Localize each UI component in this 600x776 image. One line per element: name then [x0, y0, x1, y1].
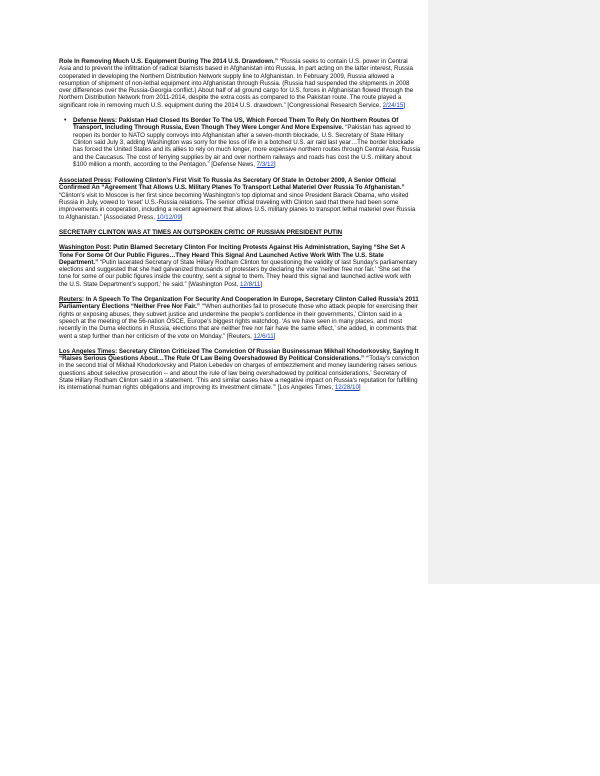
citation-link[interactable]: 2/24/15	[382, 101, 404, 109]
paragraph-washington-post	[59, 244, 421, 288]
paragraph-associated-press	[59, 177, 421, 221]
paragraph-crs	[59, 58, 421, 109]
citation-link[interactable]: 10/12/09	[156, 213, 181, 221]
comment-pane	[428, 0, 600, 584]
citation-link[interactable]: 12/8/11	[240, 280, 261, 288]
paragraph-body: “Putin lacerated Secretary of State Hillary Rodham Clinton for questioning the validity of last Sunday’s parliamentary elections and suggested that she had galvanized thousands of protesters by declaring the vote ‘neither free nor fair.’ ‘She set the tone for some of our public figures inside the country, sent a signal to them. They heard this signal and launched active work with the U.S. State Department’s support,’ he said.” [Washington Post,	[59, 258, 418, 288]
document-body	[59, 58, 421, 400]
citation-tail: ]	[260, 280, 262, 288]
citation-tail: ]	[273, 160, 276, 168]
paragraph-headline: : Pakistan Had Closed Its Border To The US, Which Forced Them To Rely On Northern Routes Of Transport, Including Through Russia, Even Though They Were Longer And More Expensive.	[73, 117, 399, 132]
citation-tail: ]	[180, 213, 183, 221]
paragraph-headline: : In A Speech To The Organization For Security And Cooperation In Europe, Secretary Clinton Called Russia’s 2011 Parliamentary Elections “Neither Free Nor Fair.”	[59, 296, 419, 311]
citation-link[interactable]: 12/28/10	[334, 384, 359, 392]
source-name: Washington Post	[59, 244, 110, 252]
paragraph-body: “Russia seeks to contain U.S. power in Central Asia and to prevent the infiltration of radical Islamists based in Afghanistan into Russia. In part acting on the latter interest, Russia cooperated in developing the Northern Distribution Network supply line to Afghanistan. In February 2009, Russia allowed a resumption of shipment of non-lethal equipment into Afghanistan through Russia. (Russia had suspended the shipments in 2008 over differences over the Russia-Georgia conflict.) About half of all ground cargo for U.S. forces in Afghanistan flowed through the Northern Distribution Network from 2011-2014, despite the extra costs as compared to the Pakistan route. The route played a significant role in removing much U.S. equipment during the 2014 U.S. drawdown.” [Congressional Research Service,	[59, 58, 414, 109]
source-name: Reuters	[59, 296, 83, 304]
paragraph-los-angeles-times	[59, 348, 421, 392]
section-heading: SECRETARY CLINTON WAS AT TIMES AN OUTSPOKEN CRITIC OF RUSSIAN PRESIDENT PUTIN	[59, 228, 343, 236]
citation-link[interactable]: 7/3/12	[256, 160, 274, 168]
citation-link[interactable]: 12/6/11	[253, 332, 274, 340]
paragraph-body: “‘Today's conviction in the second trial of Mikhail Khodorkovsky and Platon Lebedev on charges of embezzlement and money laundering raises serious questions about selective prosecution -- and about the rule of law being overshadowed by political considerations,’ Secretary of State Hillary Rodham Clinton said in a statement. ‘This and similar cases have a negative impact on Russia's reputation for fulfilling its international human rights obligations and improving its investment climate.’” [Los Angeles Times,	[59, 355, 420, 392]
bullet-list	[59, 117, 421, 168]
paragraph-headline: Role In Removing Much U.S. Equipment During The 2014 U.S. Drawdown.”	[59, 58, 278, 65]
paragraph-body: “‘When authorities fail to prosecute those who attack people for exercising their rights or exposing abuses, they subvert justice and undermine the people's confidence in their governments,’ Clinton said in a speech at the meeting of the 56-nation OSCE, Europe's biggest rights watchdog. ‘As we have seen in many places, and most recently in the Duma elections in Russia, elections that are neither free nor fair have the same effect,’ she added, in comments that went a step further than her criticism of the vote on Monday.” [Reuters,	[59, 303, 418, 340]
paragraph-reuters	[59, 296, 421, 340]
source-name: Defense News	[73, 117, 115, 125]
citation-tail: ]	[273, 332, 276, 340]
paragraph-body: “Clinton's visit to Moscow is her first since becoming Washington's top diplomat and since President Barack Obama, who visited Russia in July, vowed to 'reset' U.S.-Russia relations. The senior official traveling with Clinton said that there had been some improvements in cooperation, including a recent agreement that allows U.S. military planes to transport lethal materiel over Russia to Afghanistan.” [Associated Press,	[59, 191, 416, 221]
source-name: Los Angeles Times	[59, 347, 116, 355]
paragraph-headline: : Following Clinton’s First Visit To Russia As Secretary Of State In October 2009, A Senior Official Confirmed An “Agreement That Allows U.S. Military Planes To Transport Lethal Materiel Over Russia To Afghanistan.”	[59, 177, 405, 192]
paragraph-headline: : Secretary Clinton Criticized The Conviction Of Russian Businessman Mikhail Khodorkovsky, Saying It “Raises Serious Questions About…The Rule Of Law Being Overshadowed By Political Considerations.”	[59, 347, 419, 363]
paragraph-body: “Pakistan has agreed to reopen its border to NATO supply convoys into Afghanistan after a seven-month blockade, U.S. Secretary of State Hillary Clinton said July 3, adding Washington was sorry for the loss of life in a botched U.S. air raid last year…The border blockade has forced the United States and its allies to rely on much longer, more expensive northern routes through Central Asia, Russia and the Caucasus. The cost of ferrying supplies by air and over northern railways and roads has cost the U.S. military about $100 million a month, according to the Pentagon.” [Defense News,	[73, 124, 421, 168]
citation-tail: ]	[358, 384, 361, 392]
paragraph-headline: : Putin Blamed Secretary Clinton For Inciting Protests Against His Administration, Saying “She Set A Tone For Some Of Our Public Figures…They Heard This Signal And Launched Active Work With The U.S. State Department.”	[59, 244, 406, 266]
bullet-item-defense-news	[73, 117, 421, 168]
citation-tail: ]	[403, 101, 406, 109]
source-name: Associated Press	[59, 177, 111, 185]
